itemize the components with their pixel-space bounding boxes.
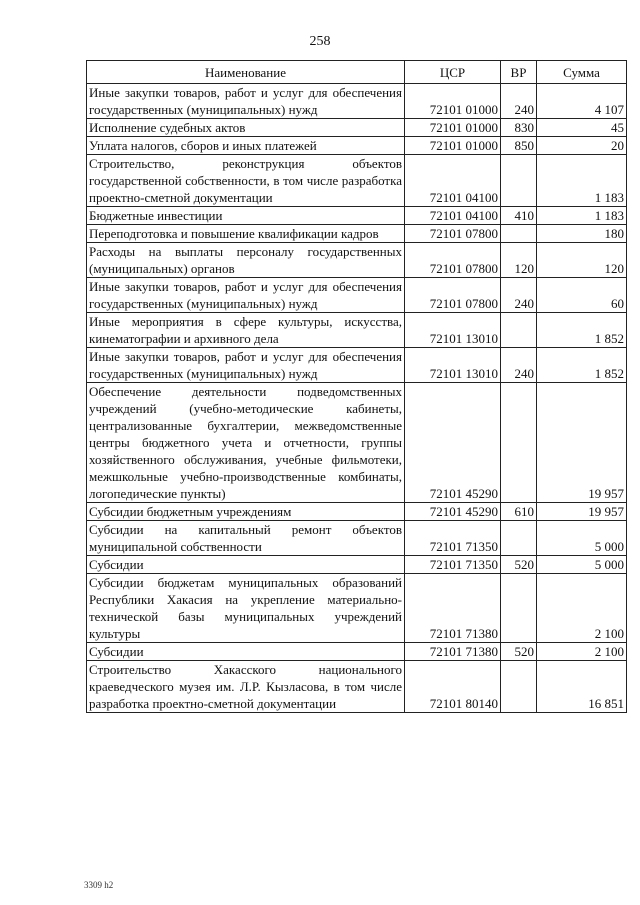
row-sum: 45 [537, 119, 627, 137]
row-csr: 72101 07800 [405, 225, 501, 243]
row-name: Уплата налогов, сборов и иных платежей [87, 137, 405, 155]
row-csr: 72101 71380 [405, 643, 501, 661]
row-vr: 610 [501, 503, 537, 521]
row-csr: 72101 13010 [405, 348, 501, 383]
row-csr: 72101 71350 [405, 556, 501, 574]
row-name: Строительство, реконструкция объектов государственной собственности, в том числе разработка проектно-сметной документации [87, 155, 405, 207]
row-name: Бюджетные инвестиции [87, 207, 405, 225]
row-vr [501, 155, 537, 207]
row-sum: 60 [537, 278, 627, 313]
table-row [87, 207, 627, 225]
table-header-row [87, 61, 627, 84]
row-vr: 830 [501, 119, 537, 137]
table-row [87, 503, 627, 521]
row-name: Исполнение судебных актов [87, 119, 405, 137]
row-vr: 120 [501, 243, 537, 278]
table-row [87, 278, 627, 313]
row-sum: 5 000 [537, 521, 627, 556]
row-name: Строительство Хакасского национального краеведческого музея им. Л.Р. Кызласова, в том числе разработка проектно-сметной документации [87, 661, 405, 713]
header-sum: Сумма [537, 61, 627, 84]
header-csr: ЦСР [405, 61, 501, 84]
table-row [87, 243, 627, 278]
row-vr: 520 [501, 556, 537, 574]
table-row [87, 348, 627, 383]
row-name: Расходы на выплаты персоналу государственных (муниципальных) органов [87, 243, 405, 278]
row-sum: 1 852 [537, 313, 627, 348]
row-vr: 410 [501, 207, 537, 225]
row-sum: 1 852 [537, 348, 627, 383]
row-csr: 72101 71350 [405, 521, 501, 556]
table-row [87, 137, 627, 155]
row-name: Субсидии на капитальный ремонт объектов муниципальной собственности [87, 521, 405, 556]
row-name: Иные мероприятия в сфере культуры, искусства, кинематографии и архивного дела [87, 313, 405, 348]
table-row [87, 313, 627, 348]
table-row [87, 643, 627, 661]
row-vr: 240 [501, 278, 537, 313]
row-name: Обеспечение деятельности подведомственных учреждений (учебно-методические кабинеты, централизованные бухгалтерии, межведомственные центры бюджетного учета и отчетности, группы хозяйственного обслуживания, учебные фильмотеки, межшкольные учебно-производственные комбинаты, логопедические пункты) [87, 383, 405, 503]
row-csr: 72101 04100 [405, 207, 501, 225]
row-vr [501, 661, 537, 713]
table-row [87, 521, 627, 556]
row-name: Иные закупки товаров, работ и услуг для обеспечения государственных (муниципальных) нужд [87, 84, 405, 119]
row-vr [501, 225, 537, 243]
header-vr: ВР [501, 61, 537, 84]
row-csr: 72101 71380 [405, 574, 501, 643]
row-csr: 72101 04100 [405, 155, 501, 207]
table-row [87, 84, 627, 119]
row-sum: 19 957 [537, 503, 627, 521]
row-sum: 2 100 [537, 643, 627, 661]
budget-table [86, 60, 627, 713]
row-name: Иные закупки товаров, работ и услуг для обеспечения государственных (муниципальных) нужд [87, 348, 405, 383]
row-vr [501, 521, 537, 556]
row-sum: 2 100 [537, 574, 627, 643]
row-name: Иные закупки товаров, работ и услуг для обеспечения государственных (муниципальных) нужд [87, 278, 405, 313]
row-name: Переподготовка и повышение квалификации кадров [87, 225, 405, 243]
row-csr: 72101 13010 [405, 313, 501, 348]
row-sum: 20 [537, 137, 627, 155]
table-row [87, 225, 627, 243]
row-sum: 1 183 [537, 207, 627, 225]
row-sum: 180 [537, 225, 627, 243]
row-name: Субсидии [87, 556, 405, 574]
row-csr: 72101 01000 [405, 137, 501, 155]
row-vr: 520 [501, 643, 537, 661]
row-vr: 850 [501, 137, 537, 155]
row-csr: 72101 45290 [405, 503, 501, 521]
row-vr [501, 383, 537, 503]
row-vr: 240 [501, 348, 537, 383]
table-row [87, 155, 627, 207]
row-sum: 1 183 [537, 155, 627, 207]
row-csr: 72101 01000 [405, 84, 501, 119]
row-sum: 120 [537, 243, 627, 278]
table-row [87, 556, 627, 574]
row-sum: 4 107 [537, 84, 627, 119]
table-row [87, 119, 627, 137]
header-name: Наименование [87, 61, 405, 84]
table-body [87, 84, 627, 713]
page-number: 258 [309, 34, 331, 49]
table-row [87, 383, 627, 503]
row-vr [501, 574, 537, 643]
row-csr: 72101 07800 [405, 278, 501, 313]
table-row [87, 574, 627, 643]
row-name: Субсидии бюджетам муниципальных образований Республики Хакасия на укрепление материально-технической базы муниципальных учреждений культуры [87, 574, 405, 643]
row-csr: 72101 01000 [405, 119, 501, 137]
row-csr: 72101 07800 [405, 243, 501, 278]
row-vr: 240 [501, 84, 537, 119]
row-name: Субсидии бюджетным учреждениям [87, 503, 405, 521]
row-csr: 72101 80140 [405, 661, 501, 713]
row-vr [501, 313, 537, 348]
row-sum: 5 000 [537, 556, 627, 574]
row-sum: 19 957 [537, 383, 627, 503]
table-row [87, 661, 627, 713]
row-sum: 16 851 [537, 661, 627, 713]
row-csr: 72101 45290 [405, 383, 501, 503]
row-name: Субсидии [87, 643, 405, 661]
footer-code: 3309 h2 [84, 880, 114, 890]
